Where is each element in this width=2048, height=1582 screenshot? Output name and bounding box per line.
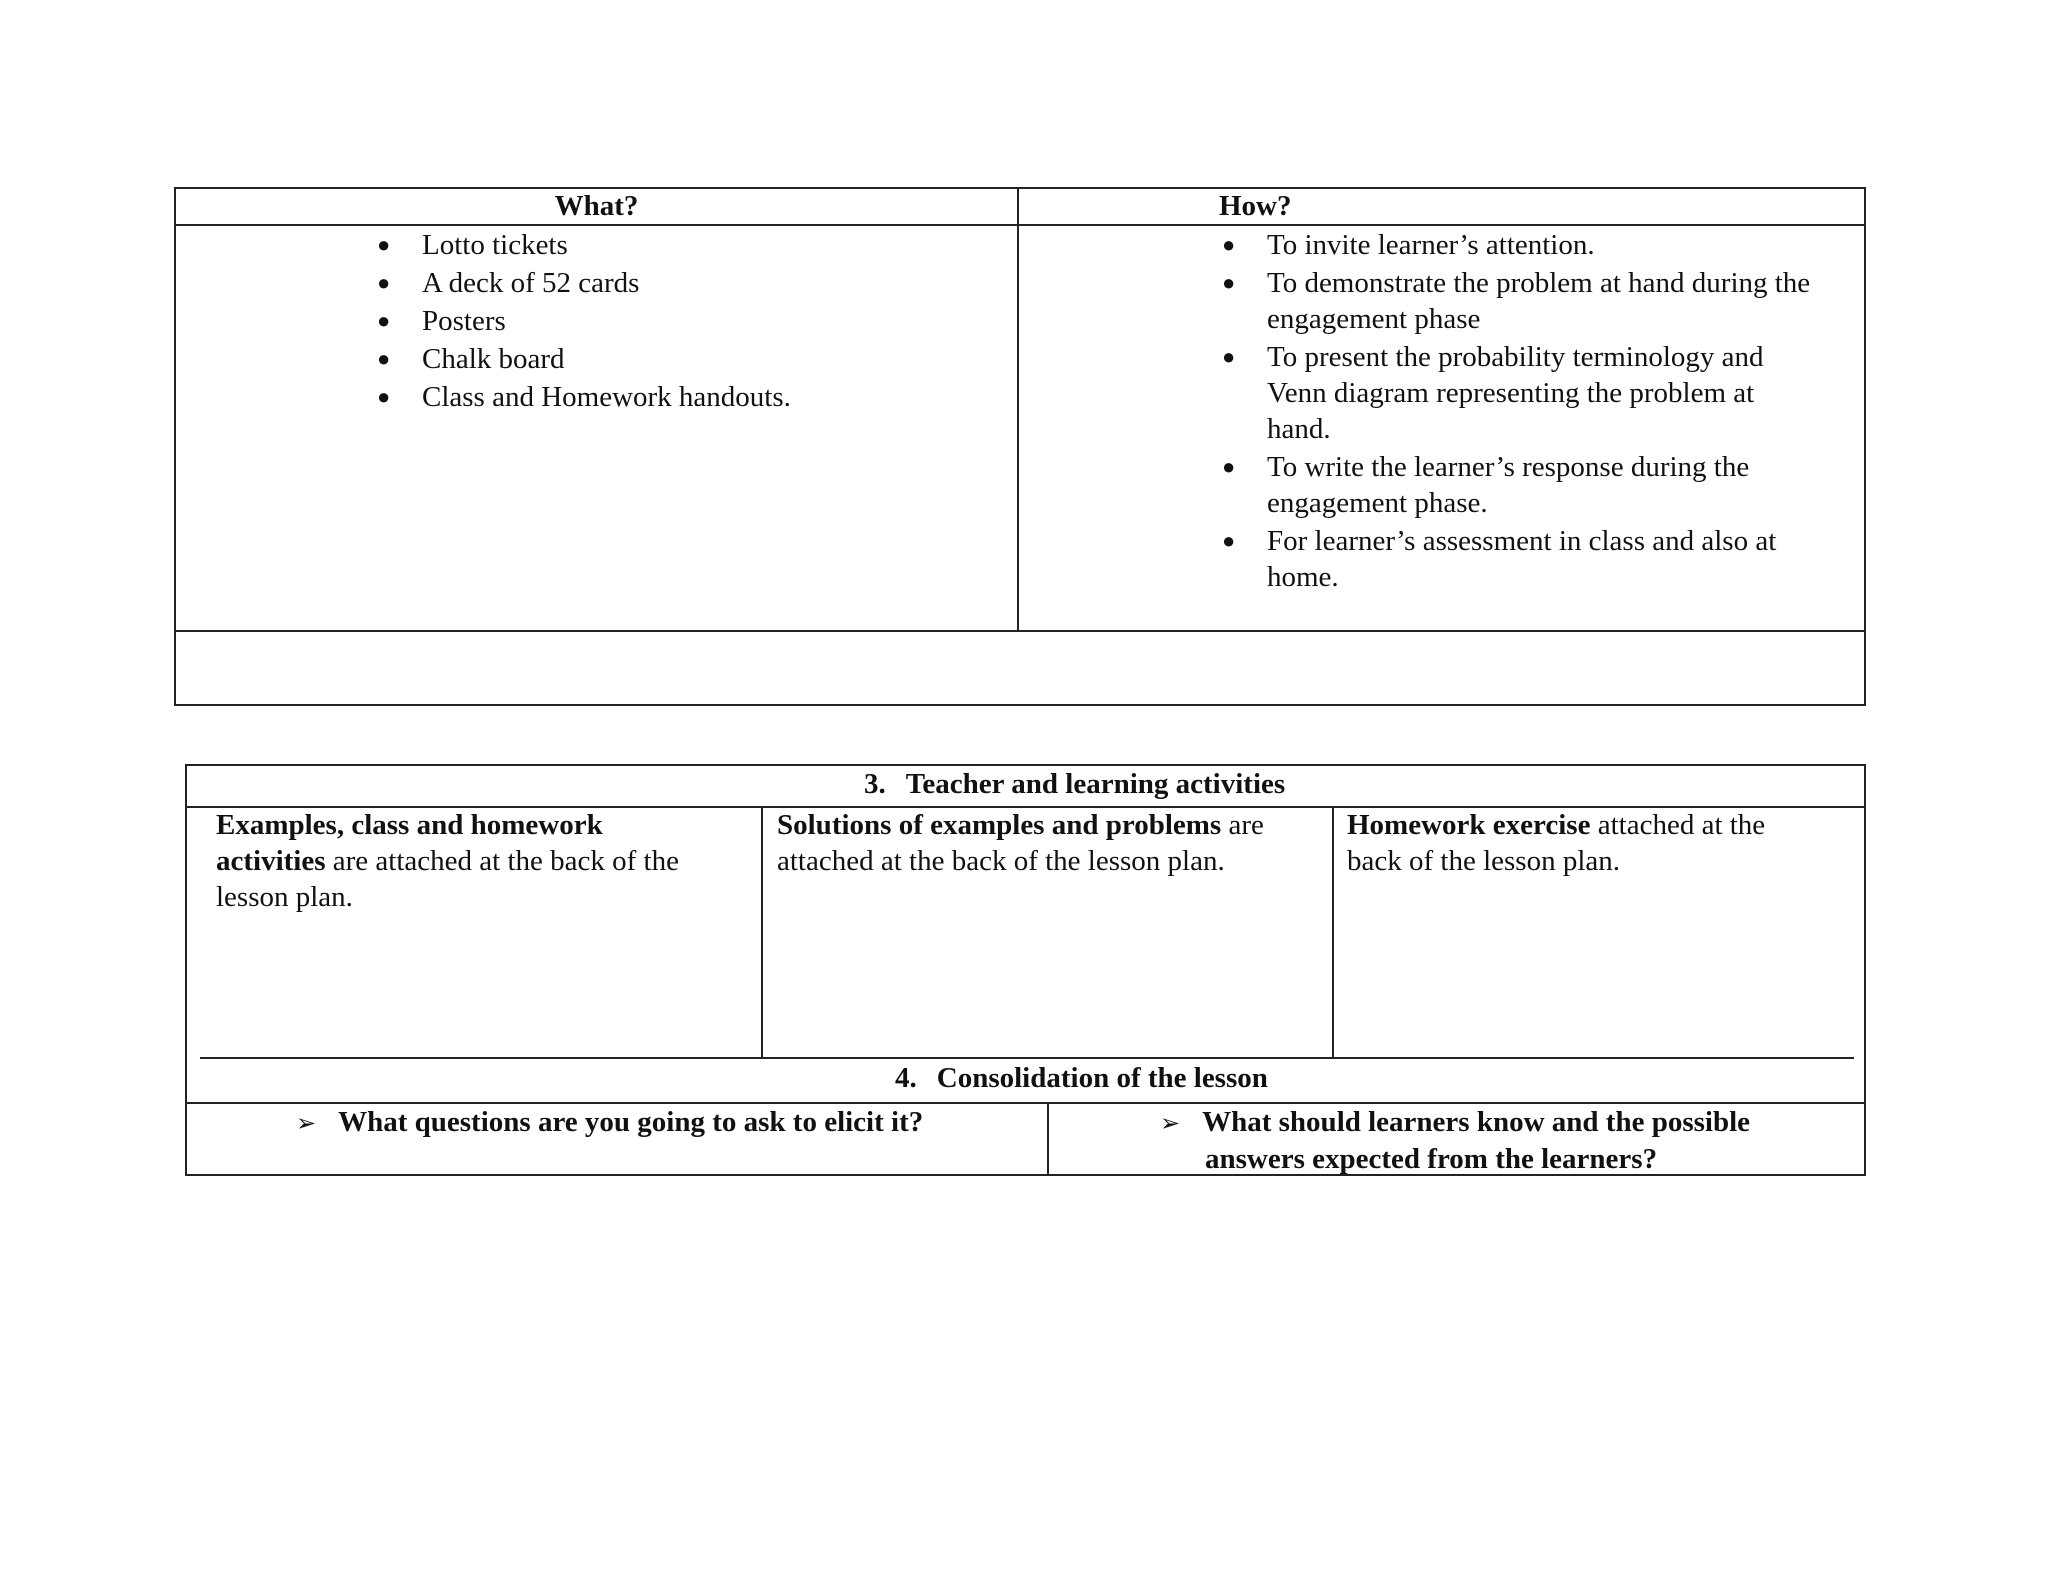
bullet-icon: ● [377,384,391,409]
bullet-icon: ● [377,232,391,257]
table1-left-border [174,187,176,706]
activities-col1-text: Examples, class and homework activities are attached at the back of the lesson plan. [216,809,679,913]
list-item: ● Posters [377,305,506,337]
table2-left-border [185,764,187,1176]
bullet-icon: ● [1222,232,1236,257]
list-item: ● To invite learner’s attention. [1222,229,1595,261]
section3-heading: 3. Teacher and learning activities [864,768,1286,800]
bullet-icon: ● [1222,344,1236,369]
table2-question-divider [1047,1102,1049,1176]
bullet-icon: ● [1222,454,1236,479]
bullet-icon: ● [1222,270,1236,295]
section4-heading: 4. Consolidation of the lesson [895,1062,1268,1094]
list-item: ● To present the probability terminology and Venn diagram representing the problem at hand. [1222,341,1764,445]
table2-col-divider-1 [761,806,763,1059]
activities-col3-text: Homework exercise attached at the back of the lesson plan. [1347,809,1766,877]
list-item: ● To write the learner’s response during the engagement phase. [1222,451,1750,519]
question-right: ➢ What should learners know and the possible answers expected from the learners? [1160,1106,1751,1175]
table2-activities-bottom [200,1057,1854,1059]
table2-col-divider-2 [1332,806,1334,1059]
arrow-bullet-icon: ➢ [296,1109,317,1137]
table2-right-border [1864,764,1866,1176]
list-item: ● A deck of 52 cards [377,267,640,299]
list-item: ● For learner’s assessment in class and also at home. [1222,525,1777,593]
table1-header-divider [174,224,1866,226]
bullet-icon: ● [377,346,391,371]
bullet-icon: ● [377,308,391,333]
table1-column-divider [1017,187,1019,632]
list-item: ● Lotto tickets [377,229,568,261]
arrow-bullet-icon: ➢ [1160,1109,1181,1137]
table1-row-divider [174,630,1866,632]
table1-right-border [1864,187,1866,706]
list-item: ● To demonstrate the problem at hand during the engagement phase [1222,267,1811,335]
activities-col2-text: Solutions of examples and problems are attached at the back of the lesson plan. [777,809,1264,877]
question-left: ➢ What questions are you going to ask to elicit it? [296,1106,924,1138]
list-item: ● Chalk board [377,343,565,375]
how-list [1222,227,1857,595]
header-what: What? [554,190,639,222]
bullet-icon: ● [1222,528,1236,553]
table1-bottom-border [174,704,1866,706]
header-how: How? [1219,190,1292,222]
list-item: ● Class and Homework handouts. [377,381,791,413]
what-list [377,227,982,417]
bullet-icon: ● [377,270,391,295]
